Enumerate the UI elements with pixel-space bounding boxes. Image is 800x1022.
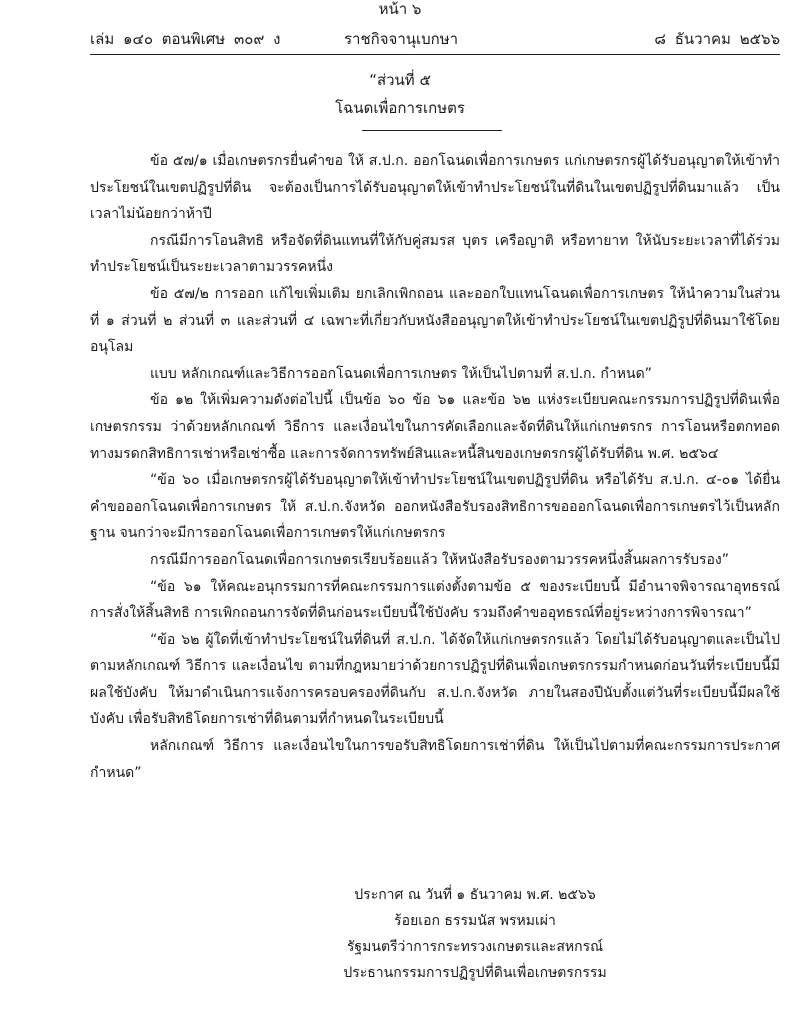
paragraph: ข้อ ๕๗/๑ เมื่อเกษตรกรยื่นคำขอ ให้ ส.ป.ก. ออกโฉนดเพื่อการเกษตร แก่เกษตรกรผู้ได้รับอนุญาตให้เข้าทำประโยชน์ในเขตปฏิรูปที่ดิน จะต้องเป็นการได้รับอนุญาตให้เข้าทำประโยชน์ในที่ดินในเขตปฏิรูปที่ดินมาแล้ว เป็นเวลาไม่น้อยกว่าห้าปี <box>90 153 780 223</box>
document-body <box>90 148 780 786</box>
part-heading <box>0 66 800 122</box>
page-number: หน้า ๖ <box>378 0 422 18</box>
paragraph: “ข้อ ๖๒ ผู้ใดที่เข้าทำประโยชน์ในที่ดินที่ ส.ป.ก. ได้จัดให้แก่เกษตรกรแล้ว โดยไม่ได้รับอนุญาตและเป็นไปตามหลักเกณฑ์ วิธีการ และเงื่อนไข ตามที่กฎหมายว่าด้วยการปฏิรูปที่ดินเพื่อเกษตรกรรมกำหนดก่อนวันที่ระเบียบนี้มีผลใช้บังคับ ให้มาดำเนินการแจ้งการครอบครองที่ดินกับ ส.ป.ก.จังหวัด ภายในสองปีนับตั้งแต่วันที่ระเบียบนี้มีผลใช้บังคับ เพื่อรับสิทธิโดยการเช่าที่ดินตามที่กำหนดในระเบียบนี้ <box>90 631 780 728</box>
paragraph: “ข้อ ๖๑ ให้คณะอนุกรรมการที่คณะกรรมการแต่งตั้งตามข้อ ๕ ของระเบียบนี้ มีอำนาจพิจารณาอุทธรณ์การสั่งให้สิ้นสิทธิ การเพิกถอนการจัดที่ดินก่อนระเบียบนี้ใช้บังคับ รวมถึงคำขออุทธรณ์ที่อยู่ระหว่างการพิจารณา” <box>90 578 780 622</box>
signature-block <box>300 882 650 986</box>
paragraph: หลักเกณฑ์ วิธีการ และเงื่อนไขในการขอรับสิทธิโดยการเช่าที่ดิน ให้เป็นไปตามที่คณะกรรมการประกาศกำหนด” <box>90 738 780 781</box>
gazette-header <box>90 28 780 50</box>
part-number: “ส่วนที่ ๕ <box>369 71 431 89</box>
signatory-name: ร้อยเอก ธรรมนัส พรหมเผ่า <box>394 913 556 929</box>
paragraph: กรณีมีการออกโฉนดเพื่อการเกษตรเรียบร้อยแล้ว ให้หนังสือรับรองตามวรรคหนึ่งสิ้นผลการรับรอง” <box>150 551 729 568</box>
publication-name: ราชกิจจานุเบกษา <box>344 30 459 48</box>
publication-date: ๘ ธันวาคม ๒๕๖๖ <box>654 30 780 48</box>
paragraph: แบบ หลักเกณฑ์และวิธีการออกโฉนดเพื่อการเกษตร ให้เป็นไปตามที่ ส.ป.ก. กำหนด” <box>150 365 652 382</box>
paragraph: “ข้อ ๖๐ เมื่อเกษตรกรผู้ได้รับอนุญาตให้เข้าทำประโยชน์ในเขตปฏิรูปที่ดิน หรือได้รับ ส.ป.ก. ๔-๐๑ ได้ยื่นคำขอออกโฉนดเพื่อการเกษตร ให้ ส.ป.ก.จังหวัด ออกหนังสือรับรองสิทธิการขอออกโฉนดเพื่อการเกษตรไว้เป็นหลักฐาน จนกว่าจะมีการออกโฉนดเพื่อการเกษตรให้แก่เกษตรกร <box>90 472 780 542</box>
volume-issue: เล่ม ๑๔๐ ตอนพิเศษ ๓๐๙ ง <box>90 30 281 48</box>
signatory-position: ประธานกรรมการปฏิรูปที่ดินเพื่อเกษตรกรรม <box>343 965 607 981</box>
part-title: โฉนดเพื่อการเกษตร <box>335 99 465 117</box>
heading-divider <box>362 130 502 131</box>
paragraph: ข้อ ๕๗/๒ การออก แก้ไขเพิ่มเติม ยกเลิกเพิกถอน และออกใบแทนโฉนดเพื่อการเกษตร ให้นำความในส่วนที่ ๑ ส่วนที่ ๒ ส่วนที่ ๓ และส่วนที่ ๔ เฉพาะที่เกี่ยวกับหนังสืออนุญาตให้เข้าทำประโยชน์ในเขตปฏิรูปที่ดินมาใช้โดยอนุโลม <box>90 285 780 356</box>
announcement-date: ประกาศ ณ วันที่ ๑ ธันวาคม พ.ศ. ๒๕๖๖ <box>354 887 596 903</box>
paragraph: กรณีมีการโอนสิทธิ หรือจัดที่ดินแทนที่ให้กับคู่สมรส บุตร เครือญาติ หรือทายาท ให้นับระยะเวลาที่ได้ร่วมทำประโยชน์เป็นระยะเวลาตามวรรคหนึ่ง <box>90 232 780 276</box>
header-divider <box>90 54 780 55</box>
paragraph: ข้อ ๑๒ ให้เพิ่มความดังต่อไปนี้ เป็นข้อ ๖๐ ข้อ ๖๑ และข้อ ๖๒ แห่งระเบียบคณะกรรมการปฏิรูปที่ดินเพื่อเกษตรกรรม ว่าด้วยหลักเกณฑ์ วิธีการ และเงื่อนไขในการคัดเลือกและจัดที่ดินให้แก่เกษตรกร การโอนหรือตกทอดทางมรดกสิทธิการเช่าหรือเช่าซื้อ และการจัดการทรัพย์สินและหนี้สินของเกษตรกรผู้ได้รับที่ดิน พ.ศ. ๒๕๖๔ <box>90 392 780 462</box>
signatory-position: รัฐมนตรีว่าการกระทรวงเกษตรและสหกรณ์ <box>346 939 604 955</box>
